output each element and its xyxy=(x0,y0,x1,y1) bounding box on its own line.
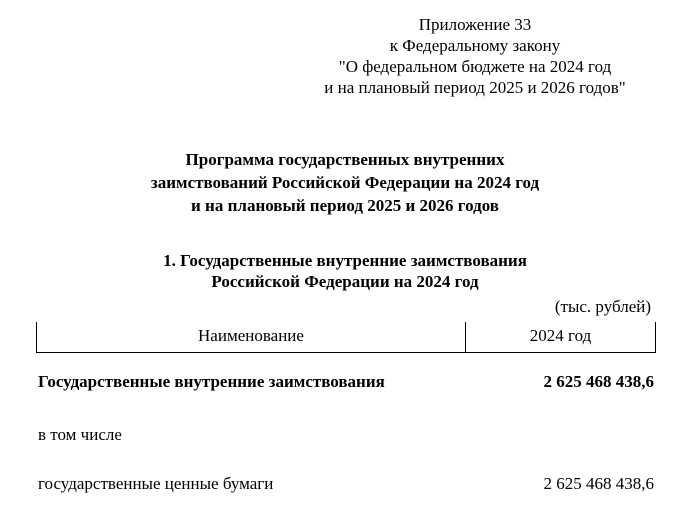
table-row xyxy=(38,423,654,447)
column-header-name: Наименование xyxy=(36,322,466,352)
table-header xyxy=(36,322,656,353)
row-value: 2 625 468 438,6 xyxy=(543,372,654,391)
program-title xyxy=(120,148,570,217)
row-value: 2 625 468 438,6 xyxy=(543,474,654,493)
appendix-line: к Федеральному закону xyxy=(389,36,561,55)
appendix-reference xyxy=(300,14,650,98)
section-title xyxy=(120,250,570,292)
row-name: в том числе xyxy=(38,425,122,444)
table-row xyxy=(38,370,654,394)
row-name: Государственные внутренние заимствования xyxy=(38,372,385,391)
program-title-line: заимствований Российской Федерации на 2024 год xyxy=(150,173,540,192)
section-title-line: Российской Федерации на 2024 год xyxy=(211,272,479,291)
section-title-line: 1. Государственные внутренние заимствования xyxy=(163,251,527,270)
units-label: (тыс. рублей) xyxy=(554,297,651,316)
appendix-line: Приложение 33 xyxy=(418,15,532,34)
program-title-line: Программа государственных внутренних xyxy=(185,150,505,169)
column-header-year: 2024 год xyxy=(466,322,656,352)
program-title-line: и на плановый период 2025 и 2026 годов xyxy=(191,196,499,215)
table-row xyxy=(38,472,654,496)
appendix-line: "О федеральном бюджете на 2024 год xyxy=(338,57,612,76)
appendix-line: и на плановый период 2025 и 2026 годов" xyxy=(324,78,626,97)
row-name: государственные ценные бумаги xyxy=(38,474,274,493)
